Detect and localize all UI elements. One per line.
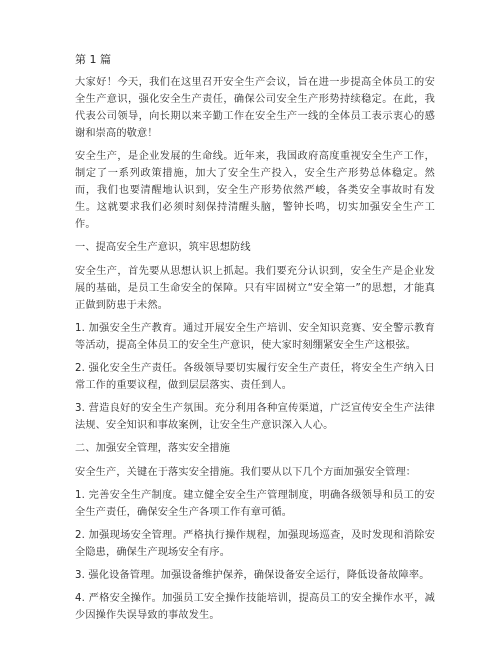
section-title-1: 一、提高安全生产意识，筑牢思想防线	[75, 242, 251, 253]
list-item-1-1: 1. 加强安全生产教育。通过开展安全生产培训、安全知识竞赛、安全警示教育等活动，提高全体员工的安全生产意识，使大家时刻绷紧安全生产这根弦。	[75, 323, 435, 351]
document-title: 第 1 篇	[75, 53, 111, 66]
paragraph-opening: 大家好！今天，我们在这里召开安全生产会议，旨在进一步提高全体员工的安全生产意识，强化安全生产责任，确保公司安全生产形势持续稳定。在此，我代表公司领导，向长期以来辛勤工作在安全生产一线的全体员工表示衷心的感谢和崇高的敬意！	[75, 77, 435, 139]
paragraph-section-2-intro: 安全生产，关键在于落实安全措施。我们要从以下几个方面加强安全管理：	[75, 467, 417, 478]
list-item-2-1: 1. 完善安全生产制度。建立健全安全生产管理制度，明确各级领导和员工的安全生产责任，确保安全生产各项工作有章可循。	[75, 490, 435, 518]
list-item-2-4: 4. 严格安全操作。加强员工安全操作技能培训，提高员工的安全操作水平，减少因操作失误导致的事故发生。	[75, 593, 435, 621]
paragraph-background: 安全生产，是企业发展的生命线。近年来，我国政府高度重视安全生产工作，制定了一系列政策措施，加大了安全生产投入，安全生产形势总体稳定。然而，我们也要清醒地认识到，安全生产形势依然严峻，各类安全事故时有发生。这就要求我们必须时刻保持清醒头脑，警钟长鸣，切实加强安全生产工作。	[75, 151, 435, 230]
list-item-2-2: 2. 加强现场安全管理。严格执行操作规程，加强现场巡查，及时发现和消除安全隐患，确保生产现场安全有序。	[75, 530, 435, 558]
paragraph-section-1-intro: 安全生产，首先要从思想认识上抓起。我们要充分认识到，安全生产是企业发展的基础，是员工生命安全的保障。只有牢固树立“安全第一”的思想，才能真正做到防患于未然。	[75, 266, 435, 311]
document-page	[75, 52, 435, 630]
section-title-2: 二、加强安全管理，落实安全措施	[75, 443, 231, 454]
list-item-2-3: 3. 强化设备管理。加强设备维护保养，确保设备安全运行，降低设备故障率。	[75, 570, 430, 581]
list-item-1-3: 3. 营造良好的安全生产氛围。充分利用各种宣传渠道，广泛宣传安全生产法律法规、安全知识和事故案例，让安全生产意识深入人心。	[75, 403, 435, 431]
list-item-1-2: 2. 强化安全生产责任。各级领导要切实履行安全生产责任，将安全生产纳入日常工作的重要议程，做到层层落实、责任到人。	[75, 363, 435, 391]
